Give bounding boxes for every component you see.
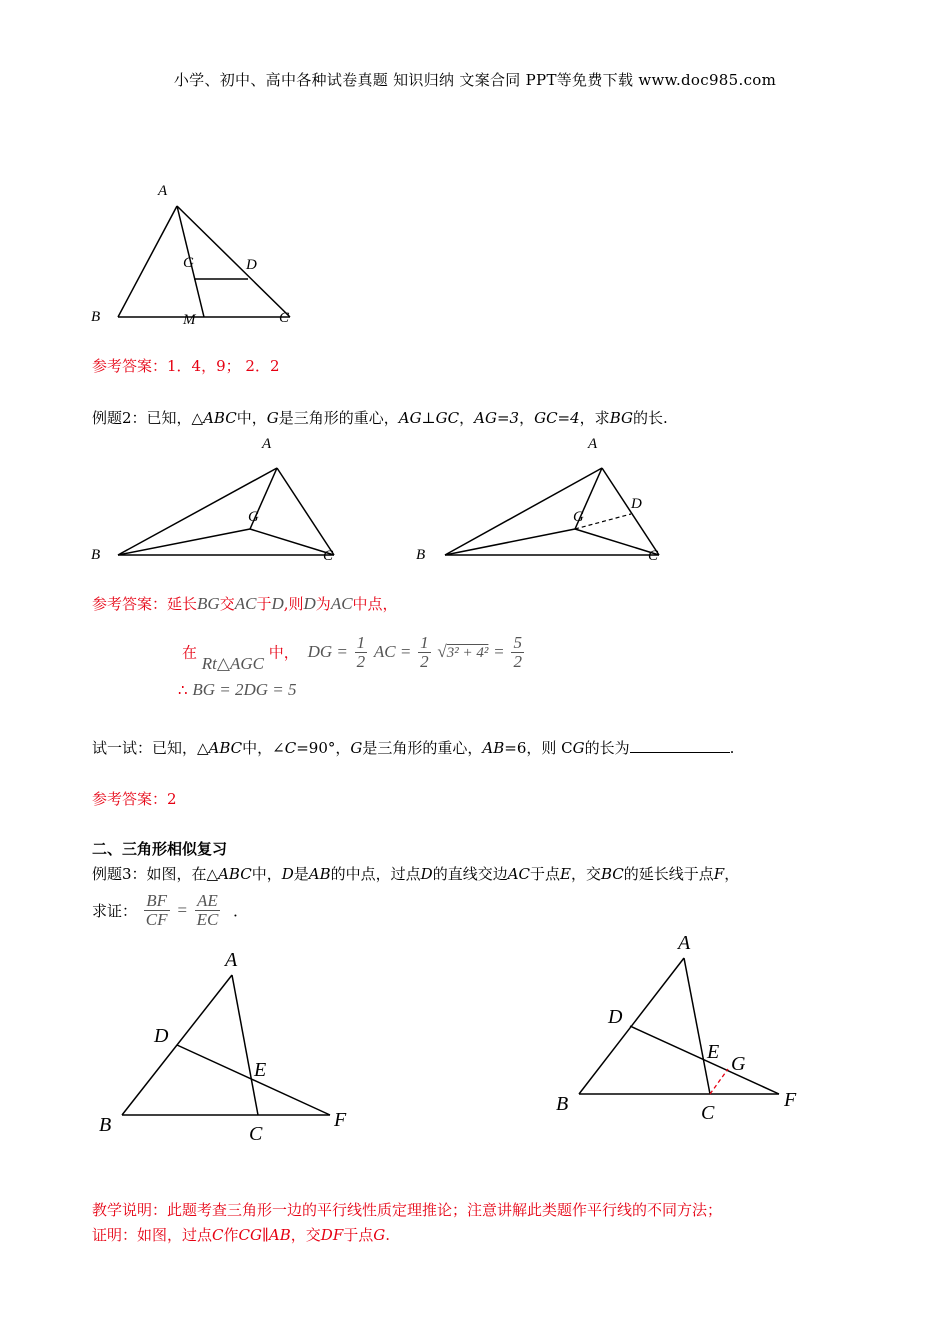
fig2-label-C: C bbox=[323, 548, 334, 564]
proof-start: 证明：如图，过点C作CG∥AB，交DF于点G. bbox=[92, 1226, 391, 1244]
fig5-label-B: B bbox=[556, 1093, 569, 1115]
answer-3: 参考答案：2 bbox=[92, 790, 177, 808]
figure-triangle-centroid-extended bbox=[405, 428, 685, 568]
fig1-label-G: G bbox=[183, 255, 194, 271]
fig1-label-A: A bbox=[158, 183, 168, 199]
fig2-label-G: G bbox=[248, 509, 259, 525]
fig3-label-G: G bbox=[573, 509, 584, 525]
fig1-label-M: M bbox=[183, 312, 196, 328]
section-title-2: 二、三角形相似复习 bbox=[92, 840, 228, 858]
fig3-label-D: D bbox=[631, 496, 642, 512]
fig5-label-A: A bbox=[678, 932, 691, 954]
fig5-label-G: G bbox=[731, 1053, 746, 1075]
fig4-label-C: C bbox=[249, 1123, 263, 1145]
fig4-label-F: F bbox=[334, 1109, 347, 1131]
figure-triangle-centroid-AG-GC bbox=[80, 428, 350, 568]
fig2-label-B: B bbox=[91, 547, 101, 563]
try-it: 试一试：已知，△ABC中，∠C=90°，G是三角形的重心，AB=6，则 CG的长为 . bbox=[92, 739, 735, 757]
fig5-label-C: C bbox=[701, 1102, 715, 1123]
fig3-label-C: C bbox=[648, 548, 659, 564]
teaching-note: 教学说明：此题考查三角形一边的平行线性质定理推论；注意讲解此类题作平行线的不同方法； bbox=[92, 1201, 723, 1219]
figure-triangle-median-centroid bbox=[80, 175, 310, 330]
answer-1: 参考答案：1．4，9； 2．2 bbox=[92, 357, 280, 375]
page-header: 小学、初中、高中各种试卷真题 知识归纳 文案合同 PPT等免费下载 www.doc985.com bbox=[173, 71, 777, 89]
fig4-label-A: A bbox=[225, 949, 238, 971]
figure-triangle-transversal-parallel bbox=[550, 928, 810, 1123]
answer-2-line3: ∴ BG = 2DG = 5 bbox=[178, 680, 297, 699]
fig1-label-B: B bbox=[91, 309, 101, 325]
fig4-label-D: D bbox=[154, 1025, 169, 1047]
fig5-label-D: D bbox=[608, 1006, 623, 1028]
prove-statement: 求证： $\frac{BF}{CF}$ = $\frac{AE}{EC}$ ． bbox=[92, 891, 249, 929]
example-2: 例题2：已知，△ABC中，G是三角形的重心，AG⊥GC，AG=3，GC=4，求BG的长. bbox=[92, 409, 668, 427]
example-3: 例题3：如图，在△ABC中，D是AB的中点，过点D的直线交边AC于点E，交BC的延长线于点F， bbox=[92, 865, 740, 883]
fig1-side-AB bbox=[118, 206, 177, 317]
answer-blank bbox=[630, 738, 730, 753]
figure-triangle-transversal bbox=[90, 945, 370, 1150]
fig4-label-B: B bbox=[99, 1114, 112, 1136]
fig1-label-C: C bbox=[279, 310, 290, 326]
fig1-label-D: D bbox=[246, 257, 257, 273]
fig5-label-F: F bbox=[784, 1089, 797, 1111]
fig3-label-A: A bbox=[588, 436, 598, 452]
fig5-label-E: E bbox=[707, 1041, 720, 1063]
fig1-side-AC bbox=[177, 206, 290, 317]
fig3-label-B: B bbox=[416, 547, 426, 563]
fig2-label-A: A bbox=[262, 436, 272, 452]
answer-2-line2: 在 Rt△AGC 中， DG = $\frac{1}{2}$ AC = $\frac{1}{2}$ √3² + 4² = $\frac{5}{2}$ bbox=[182, 632, 522, 673]
fig4-label-E: E bbox=[254, 1059, 267, 1081]
answer-2-line1: 参考答案：延长BG交AC于D,则D为AC中点， bbox=[92, 594, 398, 613]
